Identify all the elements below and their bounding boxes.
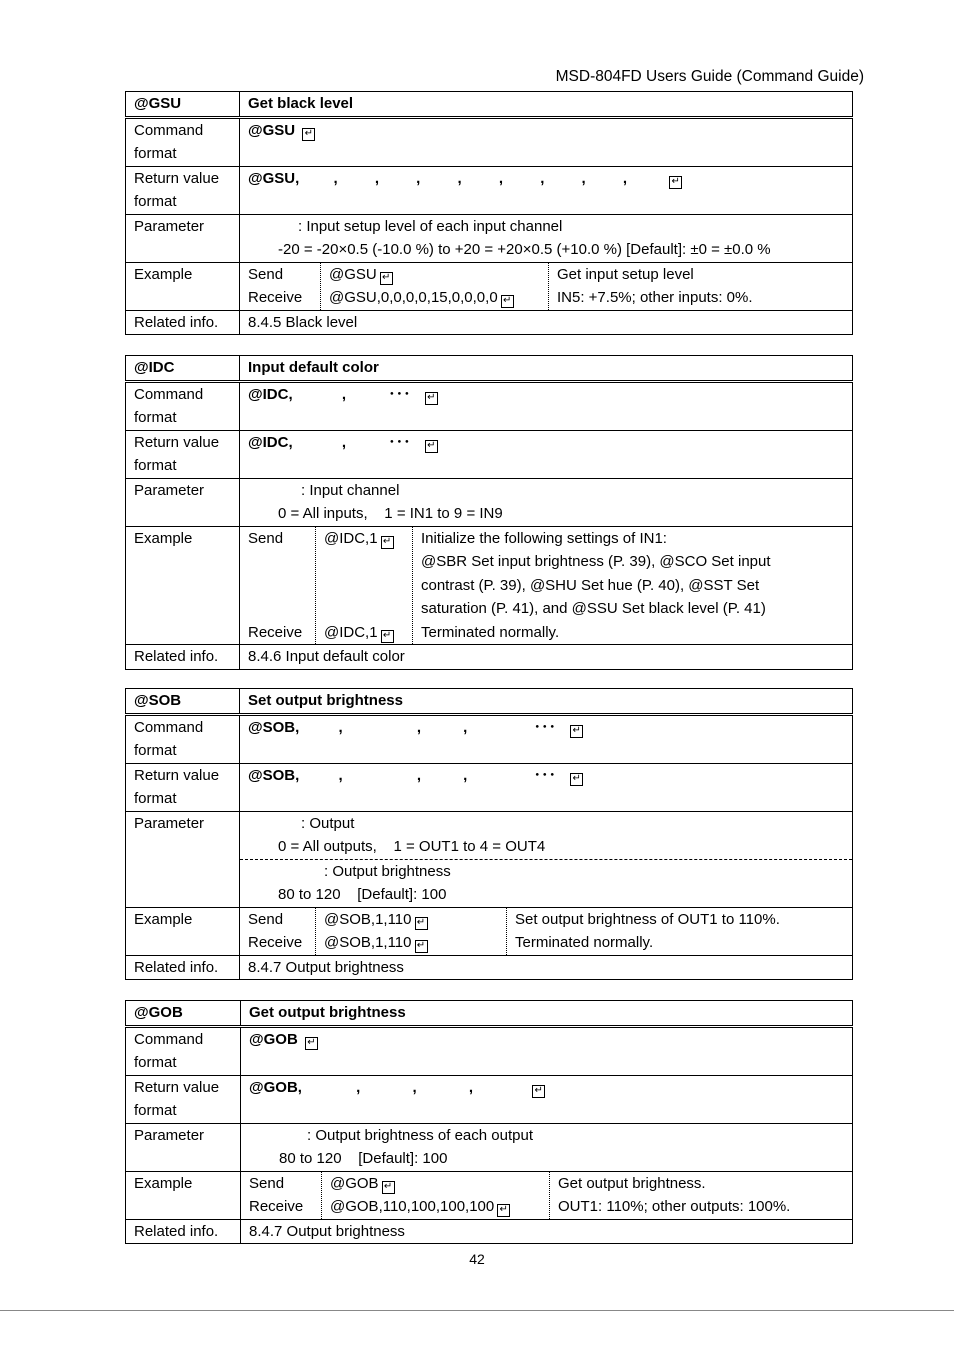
example-receive: @SOB,1,110 <box>324 934 412 951</box>
example-send: @GSU <box>329 265 377 283</box>
row-label-command-format: Command format <box>126 117 240 166</box>
param-range: 0 = All inputs, 1 = IN1 to 9 = IN9 <box>278 505 503 522</box>
return-format: @GSU, <box>248 169 300 187</box>
return-icon: ↵ <box>532 1085 545 1098</box>
command-format: @GOB <box>249 1030 298 1048</box>
example-send: @GOB <box>330 1174 379 1192</box>
example-desc: Set output brightness of OUT1 to 110%. <box>515 910 780 928</box>
command-code: @GOB <box>126 1001 241 1027</box>
return-format: @SOB, <box>248 766 300 784</box>
row-label-example: Example <box>126 526 240 645</box>
command-format: @IDC, <box>248 385 293 403</box>
footer-divider <box>0 1310 954 1311</box>
row-label-command-format: Command format <box>126 381 240 430</box>
example-send: @SOB,1,110 <box>324 910 412 928</box>
return-icon: ↵ <box>669 176 682 189</box>
command-format: @GSU <box>248 121 296 139</box>
command-title: Set output brightness <box>240 689 853 715</box>
row-label-related: Related info. <box>126 645 240 670</box>
example-receive: @GSU,0,0,0,0,15,0,0,0,0 <box>329 289 498 306</box>
row-label-example: Example <box>126 262 240 310</box>
command-code: @GSU <box>126 92 240 118</box>
return-icon: ↵ <box>425 440 438 453</box>
param-desc: : Input channel <box>301 481 400 499</box>
row-label-return-format: Return value format <box>126 166 240 214</box>
row-label-related: Related info. <box>126 310 240 335</box>
return-icon: ↵ <box>302 128 315 141</box>
example-receive: @IDC,1 <box>324 623 378 641</box>
row-label-return-format: Return value format <box>126 1075 241 1123</box>
row-label-related: Related info. <box>126 955 240 980</box>
example-send: @IDC,1 <box>324 529 378 547</box>
row-label-parameter: Parameter <box>126 811 240 907</box>
example-desc: Get output brightness. <box>558 1174 706 1192</box>
example-desc: Initialize the following settings of IN1: <box>421 529 667 547</box>
idc-command-table: @IDC Input default color Command format @IDC, , ･･･ ↵ Return value format @IDC, , ･･･ ↵ Parameter : Input channel 0 = All inputs, 1 = IN1 to 9 = IN9 Example Send Receive @IDC,1 ↵ @IDC,1 ↵ Initialize the following settings of IN1: @SBR Set input brightness (P. 39), @SCO Set input contrast (P. 39), @SHU Set hue (P. 40), @SST Set saturation (P. 41), and @SSU Set black level (P. 41) Terminated normally. Related info. 8.4.6 Input default color <box>125 355 853 670</box>
related-info: 8.4.5 Black level <box>240 310 853 335</box>
return-icon: ↵ <box>570 725 583 738</box>
row-label-return-format: Return value format <box>126 763 240 811</box>
row-label-parameter: Parameter <box>126 478 240 526</box>
row-label-command-format: Command format <box>126 714 240 763</box>
return-format: @IDC, <box>248 433 293 451</box>
param-range: 80 to 120 [Default]: 100 <box>279 1150 448 1167</box>
row-label-command-format: Command format <box>126 1026 241 1075</box>
command-code: @SOB <box>126 689 240 715</box>
row-label-parameter: Parameter <box>126 214 240 262</box>
return-icon: ↵ <box>305 1037 318 1050</box>
page-header: MSD-804FD Users Guide (Command Guide) <box>555 68 864 85</box>
sob-command-table: @SOB Set output brightness Command format @SOB, , , , ･･･ ↵ Return value format @SOB, , , , ･･･ ↵ Parameter : Output 0 = All outputs, 1 = OUT1 to 4 = OUT4 : Output brightness 80 to 120 [Default]: 100 Example Send Receive @SOB,1,110 ↵ @SOB,1,110 ↵ Set output brightness of OUT1 to 110%. Terminated normally. Related info. 8.4.7 Output brightness <box>125 688 853 980</box>
command-format: @SOB, <box>248 718 300 736</box>
row-label-example: Example <box>126 907 240 955</box>
command-title: Input default color <box>240 356 853 382</box>
related-info: 8.4.7 Output brightness <box>241 1219 853 1244</box>
example-desc: Get input setup level <box>557 265 694 283</box>
param-range: 80 to 120 [Default]: 100 <box>278 886 447 903</box>
param-desc: : Output brightness of each output <box>307 1126 533 1144</box>
example-receive: @GOB,110,100,100,100 <box>330 1198 495 1215</box>
row-label-parameter: Parameter <box>126 1123 241 1171</box>
gob-command-table: @GOB Get output brightness Command format @GOB ↵ Return value format @GOB, , , , ↵ Parameter : Output brightness of each output 80 to 120 [Default]: 100 Example Send Receive @GOB ↵ @GOB,110,100,100,100 ↵ Get output brightness. OUT1: 110%; other outputs: 100%. Related info. 8.4.7 Output brightness <box>125 1000 853 1244</box>
command-title: Get black level <box>240 92 853 118</box>
row-label-example: Example <box>126 1171 241 1219</box>
row-label-related: Related info. <box>126 1219 241 1244</box>
return-format: @GOB, <box>249 1078 302 1096</box>
param-desc: : Output <box>301 814 355 832</box>
gsu-command-table: @GSU Get black level Command format @GSU ↵ Return value format @GSU, , , , , , , , , ↵ Parameter : Input setup level of each input channel -20 = -20×0.5 (-10.0 %) to +20 = +20×0.5 (+10.0 %) [Default]: ±0 = ±0.0 % Example Send Receive @GSU ↵ @GSU,0,0,0,0,15,0,0,0,0 ↵ Get input setup level IN5: +7.5%; other inputs: 0%. Related info. 8.4.5 Black level <box>125 91 853 335</box>
return-icon: ↵ <box>425 392 438 405</box>
return-icon: ↵ <box>570 773 583 786</box>
page-number: 42 <box>469 1251 485 1267</box>
related-info: 8.4.7 Output brightness <box>240 955 853 980</box>
param-range: -20 = -20×0.5 (-10.0 %) to +20 = +20×0.5 (+10.0 %) [Default]: ±0 = ±0.0 % <box>278 241 771 258</box>
param-desc: : Input setup level of each input channel <box>298 217 563 235</box>
param-range: 0 = All outputs, 1 = OUT1 to 4 = OUT4 <box>278 838 546 855</box>
command-code: @IDC <box>126 356 240 382</box>
param-desc: : Output brightness <box>324 862 451 880</box>
command-title: Get output brightness <box>241 1001 853 1027</box>
related-info: 8.4.6 Input default color <box>240 645 853 670</box>
row-label-return-format: Return value format <box>126 430 240 478</box>
